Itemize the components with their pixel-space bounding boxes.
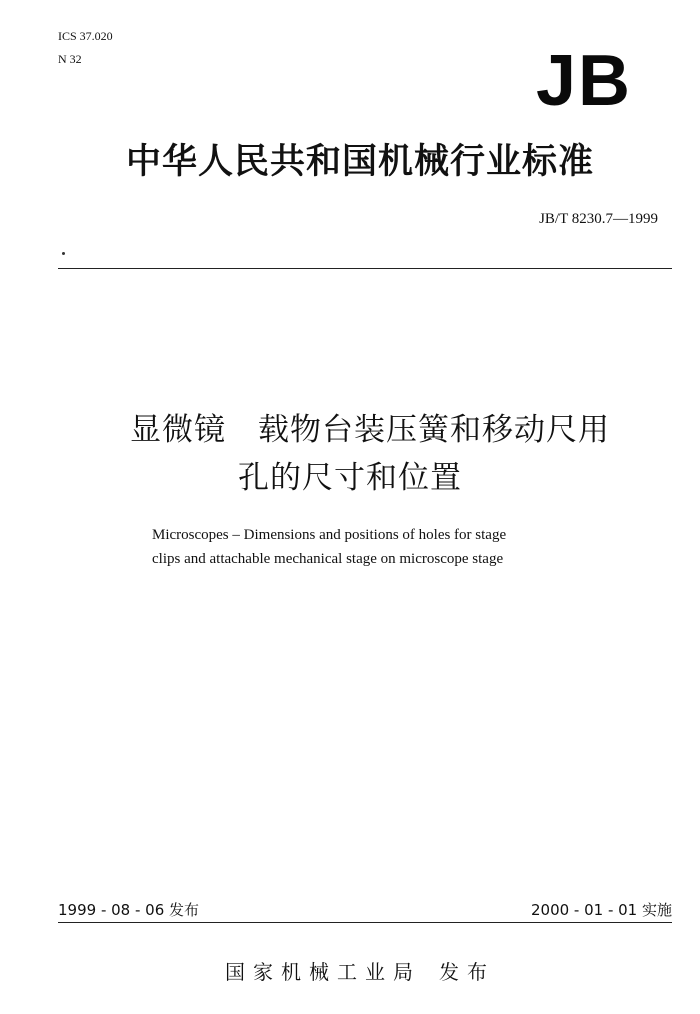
standard-category-title: 中华人民共和国机械行业标准 — [125, 142, 594, 182]
issue-action: 发布 — [439, 960, 495, 984]
jb-logo: JB — [535, 41, 632, 121]
bottom-divider — [58, 922, 672, 923]
implementation-date: 2000 - 01 - 01 实施 — [530, 901, 672, 919]
chinese-title-line-1: 显微镜 载物台装压簧和移动尺用 — [130, 412, 610, 448]
standard-number: JB/T 8230.7—1999 — [539, 211, 658, 227]
chinese-title-line-2: 孔的尺寸和位置 — [238, 460, 462, 496]
issuer-line — [210, 958, 510, 986]
issue-date: 1999 - 08 - 06 发布 — [58, 901, 200, 919]
english-title-line-2: clips and attachable mechanical stage on microscope stage — [152, 551, 504, 567]
top-divider — [58, 268, 672, 269]
ccs-code: N 32 — [58, 52, 82, 66]
scan-dot — [62, 252, 65, 255]
english-title-line-1: Microscopes – Dimensions and positions of holes for stage — [152, 527, 507, 543]
ics-code: ICS 37.020 — [58, 29, 113, 43]
issuing-authority: 国家机械工业局 — [225, 960, 421, 984]
